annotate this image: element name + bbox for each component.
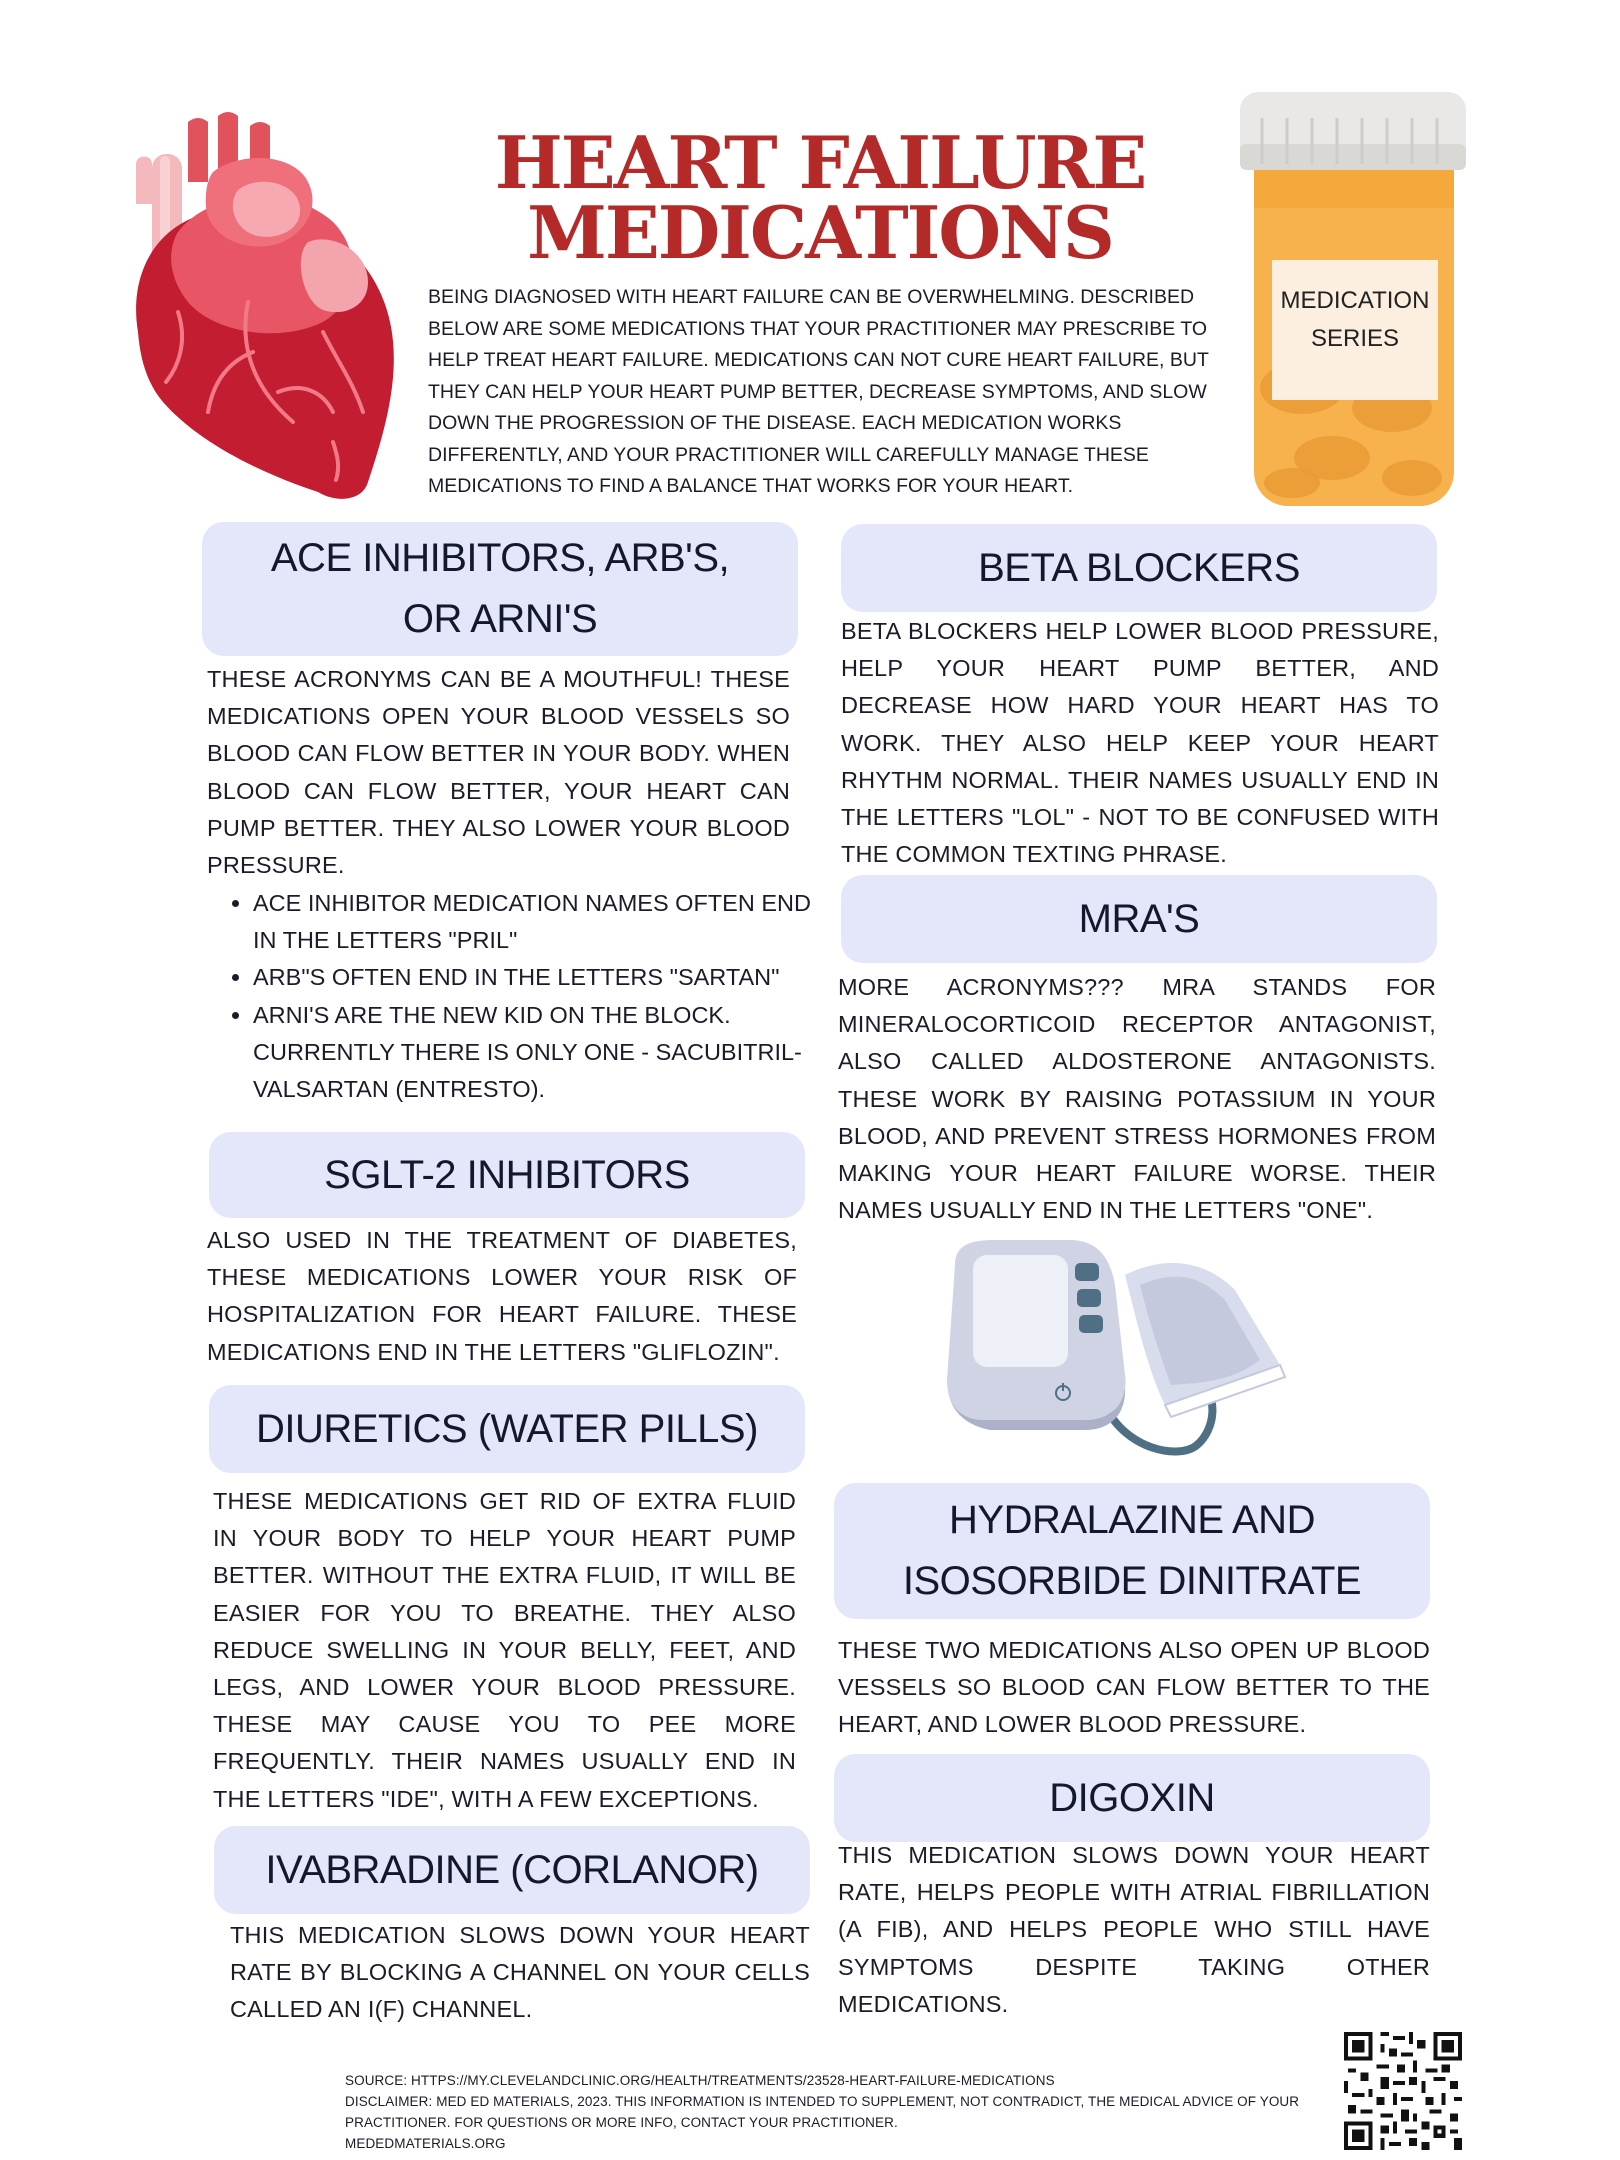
hydralazine-section-body: THESE TWO MEDICATIONS ALSO OPEN UP BLOOD VESSELS SO BLOOD CAN FLOW BETTER TO THE HEART, AND LOWER BLOOD PRESSURE. [838, 1637, 1430, 1738]
hydralazine-section-title-line-1: HYDRALAZINE AND [949, 1498, 1315, 1542]
mra-section-title: MRA'S [1078, 897, 1200, 941]
beta-section-title: BETA BLOCKERS [978, 546, 1300, 590]
digoxin-section-header [834, 1754, 1430, 1842]
blood-pressure-monitor-illustration [935, 1235, 1295, 1470]
ace-bullet-item: • ARB"S OFTEN END IN THE LETTERS "SARTAN" [253, 959, 813, 996]
ace-section-header [202, 522, 798, 656]
title-line-1: HEART FAILURE [494, 120, 1146, 205]
footer [345, 2070, 1325, 2154]
ace-section-body: THESE ACRONYMS CAN BE A MOUTHFUL! THESE MEDICATIONS OPEN YOUR BLOOD VESSELS SO BLOOD CAN FLOW BETTER IN YOUR BODY. WHEN BLOOD CAN FLOW BETTER, YOUR HEART CAN PUMP BETTER. THEY ALSO LOWER YOUR BLOOD PRESSURE. [207, 666, 790, 879]
ace-section-title: ACE INHIBITORS, ARB'S, OR ARNI'S [270, 536, 730, 641]
mra-section-body: MORE ACRONYMS??? MRA STANDS FOR MINERALOCORTICOID RECEPTOR ANTAGONIST, ALSO CALLED ALDOSTERONE ANTAGONISTS. THESE WORK BY RAISING POTASSIUM IN YOUR BLOOD, AND PREVENT STRESS HORMONES FROM MAKING YOUR HEART FAILURE WORSE. THEIR NAMES USUALLY END IN THE LETTERS "ONE". [838, 974, 1436, 1224]
heart-illustration [118, 112, 408, 507]
footer-disclaimer: DISCLAIMER: MED ED MATERIALS, 2023. THIS INFORMATION IS INTENDED TO SUPPLEMENT, NOT CONTRADICT, THE MEDICAL ADVICE OF YOUR PRACTITIONER. FOR QUESTIONS OR MORE INFO, CONTACT YOUR PRACTITIONER. [345, 2094, 1300, 2130]
mra-section-header [841, 875, 1437, 963]
beta-section-header [841, 524, 1437, 612]
sglt2-section-body: ALSO USED IN THE TREATMENT OF DIABETES, THESE MEDICATIONS LOWER YOUR RISK OF HOSPITALIZATION FOR HEART FAILURE. THESE MEDICATIONS END IN THE LETTERS "GLIFLOZIN". [207, 1227, 797, 1365]
diuretics-section-body: THESE MEDICATIONS GET RID OF EXTRA FLUID IN YOUR BODY TO HELP YOUR HEART PUMP BETTER. WITHOUT THE EXTRA FLUID, IT WILL BE EASIER FOR YOU TO BREATHE. THEY ALSO REDUCE SWELLING IN YOUR BELLY, FEET, AND LEGS, AND LOWER YOUR BLOOD PRESSURE. THESE MAY CAUSE YOU TO PEE MORE FREQUENTLY. THEIR NAMES USUALLY END IN THE LETTERS "IDE", WITH A FEW EXCEPTIONS. [213, 1488, 796, 1812]
sglt2-section-title: SGLT-2 INHIBITORS [324, 1153, 690, 1197]
ivabradine-section-title: IVABRADINE (CORLANOR) [265, 1848, 759, 1892]
title-line-2: MEDICATIONS [527, 190, 1113, 275]
footer-website: MEDEDMATERIALS.ORG [345, 2136, 506, 2151]
ivabradine-section-header [214, 1826, 810, 1914]
beta-section-body: BETA BLOCKERS HELP LOWER BLOOD PRESSURE, HELP YOUR HEART PUMP BETTER, AND DECREASE HOW HARD YOUR HEART HAS TO WORK. THEY ALSO HELP KEEP YOUR HEART RHYTHM NORMAL. THEIR NAMES USUALLY END IN THE LETTERS "LOL" - NOT TO BE CONFUSED WITH THE COMMON TEXTING PHRASE. [841, 618, 1439, 868]
diuretics-section-title: DIURETICS (WATER PILLS) [256, 1407, 758, 1451]
ace-bullet-item: • ARNI'S ARE THE NEW KID ON THE BLOCK. CURRENTLY THERE IS ONLY ONE - SACUBITRIL-VALSARTAN (ENTRESTO). [253, 997, 813, 1109]
pill-bottle-label-line-2: SERIES [1310, 325, 1400, 352]
ivabradine-section-body: THIS MEDICATION SLOWS DOWN YOUR HEART RATE BY BLOCKING A CHANNEL ON YOUR CELLS CALLED AN I(F) CHANNEL. [230, 1922, 810, 2023]
digoxin-section-body: THIS MEDICATION SLOWS DOWN YOUR HEART RATE, HELPS PEOPLE WITH ATRIAL FIBRILLATION (A FIB), AND HELPS PEOPLE WHO STILL HAVE SYMPTOMS DESPITE TAKING OTHER MEDICATIONS. [838, 1842, 1430, 2017]
hydralazine-section-title-line-2: ISOSORBIDE DINITRATE [902, 1559, 1362, 1603]
pill-bottle-label-line-1: MEDICATION [1280, 287, 1430, 314]
pill-bottle-label [1272, 282, 1438, 358]
digoxin-section-title: DIGOXIN [1049, 1776, 1215, 1820]
qr-code[interactable] [1344, 2032, 1462, 2150]
diuretics-section-header [209, 1385, 805, 1473]
ace-bullet-list [207, 885, 813, 1108]
footer-source: SOURCE: HTTPS://MY.CLEVELANDCLINIC.ORG/HEALTH/TREATMENTS/23528-HEART-FAILURE-MEDICATIONS [345, 2073, 1055, 2088]
hydralazine-section-header [834, 1483, 1430, 1619]
sglt2-section-header [209, 1132, 805, 1218]
ace-bullet-item: • ACE INHIBITOR MEDICATION NAMES OFTEN END IN THE LETTERS "PRIL" [253, 885, 813, 959]
page-title [460, 120, 1180, 275]
intro-paragraph: BEING DIAGNOSED WITH HEART FAILURE CAN BE OVERWHELMING. DESCRIBED BELOW ARE SOME MEDICATIONS THAT YOUR PRACTITIONER MAY PRESCRIBE TO HELP TREAT HEART FAILURE. MEDICATIONS CAN NOT CURE HEART FAILURE, BUT THEY CAN HELP YOUR HEART PUMP BETTER, DECREASE SYMPTOMS, AND SLOW DOWN THE PROGRESSION OF THE DISEASE. EACH MEDICATION WORKS DIFFERENTLY, AND YOUR PRACTITIONER WILL CAREFULLY MANAGE THESE MEDICATIONS TO FIND A BALANCE THAT WORKS FOR YOUR HEART. [428, 286, 1209, 497]
